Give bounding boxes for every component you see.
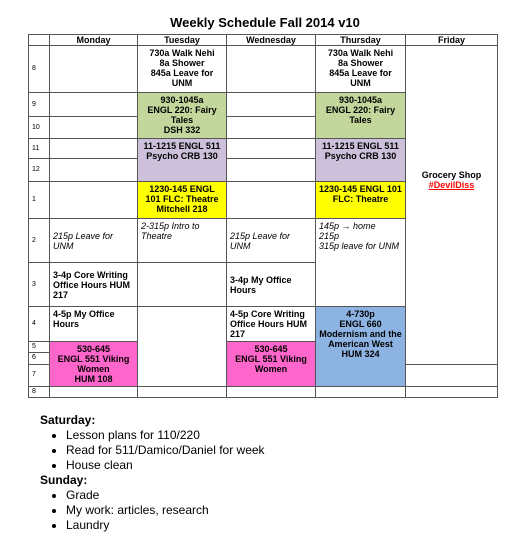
day-header-monday: Monday <box>50 35 138 46</box>
saturday-list <box>40 428 265 473</box>
corner-cell <box>29 35 50 46</box>
mon-8pm-empty <box>50 387 138 398</box>
fri-column <box>406 46 498 365</box>
page-title: Weekly Schedule Fall 2014 v10 <box>170 15 360 30</box>
mon-12-empty <box>50 159 138 182</box>
wed-leave-for-unm: 215p Leave for UNM <box>227 219 316 263</box>
wed-my-office-hours: 3-4p My Office Hours <box>227 263 316 307</box>
row-label: 5 <box>29 342 50 353</box>
row-label: 7 <box>29 364 50 387</box>
mon-viking-women-class <box>50 342 138 387</box>
thu-8pm-empty <box>316 387 406 398</box>
tue-fairy-text: 930-1045a ENGL 220: Fairy Tales DSH 332 <box>147 95 217 135</box>
mon-10-empty <box>50 117 138 139</box>
thu-morning-routine <box>316 46 406 93</box>
schedule-table <box>28 34 498 398</box>
list-item: • Read for 511/Damico/Daniel for week <box>66 443 265 458</box>
wed-10-empty <box>227 117 316 139</box>
row-label: 3 <box>29 263 50 307</box>
row-label: 9 <box>29 93 50 117</box>
fri-8pm-empty <box>406 387 498 398</box>
mon-core-writing-office-hours: 3-4p Core Writing Office Hours HUM 217 <box>50 263 138 307</box>
mon-viking-text: 530-645 ENGL 551 Viking Women HUM 108 <box>57 344 130 384</box>
mon-9-empty <box>50 93 138 117</box>
mon-my-office-hours: 4-5p My Office Hours <box>50 307 138 342</box>
mon-8-empty <box>50 46 138 93</box>
row-label: 1 <box>29 182 50 219</box>
day-header-wednesday: Wednesday <box>227 35 316 46</box>
wed-viking-text: 530-645 ENGL 551 Viking Women <box>235 344 307 374</box>
thu-modernism-class <box>316 307 406 387</box>
thu-psycho-class <box>316 139 406 182</box>
sunday-heading: Sunday: <box>40 473 88 487</box>
row-label: 8 <box>29 387 50 398</box>
row-label: 11 <box>29 139 50 159</box>
row-label: 8 <box>29 46 50 93</box>
thu-home-and-leave: 145p → home 215p 315p leave for UNM <box>316 219 406 307</box>
list-item: • Laundry <box>66 518 265 533</box>
fri-grocery: Grocery Shop <box>421 169 482 180</box>
tue-fairy-tales-class <box>138 93 227 139</box>
wed-1-empty <box>227 182 316 219</box>
wed-9-empty <box>227 93 316 117</box>
row-label: 12 <box>29 159 50 182</box>
row-label: 4 <box>29 307 50 342</box>
sunday-list <box>40 488 265 533</box>
thu-fairy-tales-class <box>316 93 406 139</box>
thu-morning-text: 730a Walk Nehi 8a Shower 845a Leave for UNM <box>327 48 394 88</box>
thu-psycho-text: 11-1215 ENGL 511 Psycho CRB 130 <box>322 141 399 161</box>
list-item: • Grade <box>66 488 265 503</box>
list-item: • Lesson plans for 110/220 <box>66 428 265 443</box>
tue-morning-text: 730a Walk Nehi 8a Shower 845a Leave for UNM <box>149 48 215 88</box>
tue-evening-empty <box>138 307 227 387</box>
tue-flc-text: 1230-145 ENGL 101 FLC: Theatre Mitchell 218 <box>145 184 219 214</box>
thu-flc-class <box>316 182 406 219</box>
fri-7-empty <box>406 364 498 387</box>
day-header-tuesday: Tuesday <box>138 35 227 46</box>
tue-intro-to-theatre: 2-315p Intro to Theatre <box>138 219 227 263</box>
list-item: • My work: articles, research <box>66 503 265 518</box>
thu-flc-text: 1230-145 ENGL 101 FLC: Theatre <box>319 184 402 204</box>
wed-11-empty <box>227 139 316 159</box>
tue-psycho-text: 11-1215 ENGL 511 Psycho CRB 130 <box>143 141 221 161</box>
tue-flc-class <box>138 182 227 219</box>
day-header-friday: Friday <box>406 35 498 46</box>
row-label: 2 <box>29 219 50 263</box>
day-header-thursday: Thursday <box>316 35 406 46</box>
thu-fairy-text: 930-1045a ENGL 220: Fairy Tales <box>325 95 396 125</box>
tue-psycho-class <box>138 139 227 182</box>
wed-8pm-empty <box>227 387 316 398</box>
thu-modernism-text: 4-730p ENGL 660 Modernism and the American West HUM 324 <box>319 309 402 359</box>
weekend-notes <box>40 413 265 533</box>
saturday-heading: Saturday: <box>40 413 96 427</box>
tue-morning-routine <box>138 46 227 93</box>
wed-viking-women-class <box>227 342 316 387</box>
tue-3-empty <box>138 263 227 307</box>
list-item: • House clean <box>66 458 265 473</box>
mon-1-empty <box>50 182 138 219</box>
mon-leave-for-unm: 215p Leave for UNM <box>50 219 138 263</box>
fri-hashtag: #DevilDiss <box>428 179 475 190</box>
row-label: 6 <box>29 353 50 364</box>
wed-core-writing-office-hours: 4-5p Core Writing Office Hours HUM 217 <box>227 307 316 342</box>
tue-8pm-empty <box>138 387 227 398</box>
wed-8-empty <box>227 46 316 93</box>
mon-11-empty <box>50 139 138 159</box>
wed-12-empty <box>227 159 316 182</box>
row-label: 10 <box>29 117 50 139</box>
